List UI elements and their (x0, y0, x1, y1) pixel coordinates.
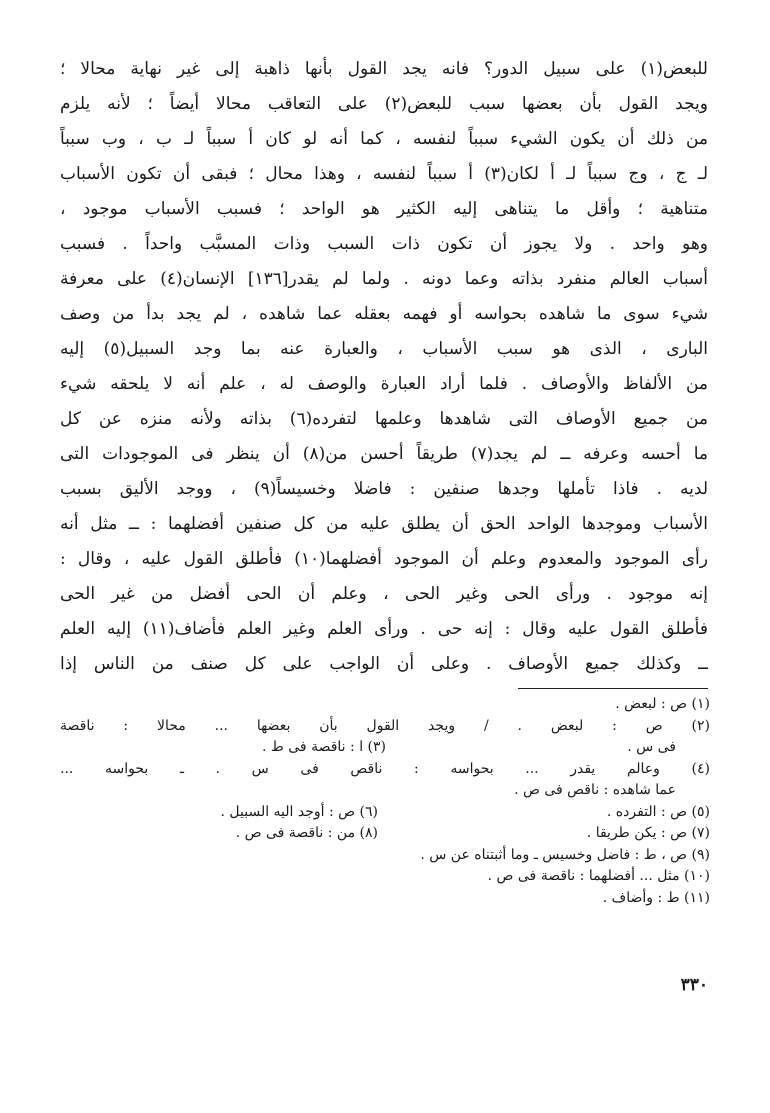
text-line: لـ ج ، وج سبباً لـ أ لكان(٣) أ سبباً لنفسه ، وهذا محال ؛ فبقى أن تكون الأسباب (60, 164, 708, 184)
footnote-row (60, 716, 710, 738)
text-line: لديه . فاذا تأملها وجدها صنفين : فاضلا وخسيساً(٩) ، ووجد الأليق بسبب (60, 479, 708, 499)
text-line: فأطلق القول عليه وقال : إنه حى . ورأى العلم وغير العلم فأضاف(١١) إليه العلم (60, 619, 708, 639)
footnote-row (60, 845, 710, 867)
text-line: ما أحسه وعرفه ــ لم يجد(٧) طريقاً أحسن من(٨) أن ينظر فى الموجودات التى (60, 444, 708, 464)
footnote-1: (١) ص : لبعض . (615, 696, 710, 712)
footnote-6: (٦) ص : أوجد اليه السبيل . (220, 803, 378, 820)
text-line: الأسباب وموجدها الواحد الحق أن يطلق عليه من كل صنفين أفضلهما : ــ مثل أنه (60, 514, 708, 534)
footnotes (60, 694, 710, 909)
footnote-divider (518, 688, 708, 689)
text-line: رأى الموجود والمعدوم وعلم أن الموجود أفضلهما(١٠) فأطلق القول عليه ، وقال : (60, 549, 708, 569)
text-line: من ذلك أن يكون الشيء سبباً لنفسه ، كما أنه لو كان أ سبباً لـ ب ، وب سبباً (60, 129, 708, 149)
footnote-row (60, 888, 710, 910)
text-line: البارى ، الذى هو سبب الأسباب ، والعبارة عنه بما وجد السبيل(٥) إليه (60, 339, 708, 359)
text-line: ويجد القول بأن بعضها سبب للبعض(٢) على التعاقب محالا أيضاً ؛ لأنه يلزم (60, 94, 708, 114)
body-text (60, 52, 708, 682)
footnote-11: (١١) ط : وأضاف . (602, 889, 710, 906)
footnote-7: (٧) ص : يكن طريقا . (586, 825, 710, 841)
text-line: للبعض(١) على سبيل الدور؟ فانه يجد القول بأنها ذاهبة إلى غير نهاية محالا ؛ (60, 59, 708, 79)
footnote-2-continued: فى س . (627, 739, 676, 755)
text-line: متناهية ؛ وأقل ما يتناهى إليه الكثير هو الواحد ؛ فسبب الأسباب موجود ، (60, 199, 708, 219)
footnote-row (60, 737, 710, 759)
footnote-2: (٢) ص : لبعض . / ويجد القول بأن بعضها ... محالا : ناقصة (60, 717, 710, 734)
footnote-8: (٨) من : ناقصة فى ص . (235, 825, 378, 841)
footnote-3: (٣) ا : ناقصة فى ط . (261, 739, 386, 755)
text-line: من الألفاظ والأوصاف . فلما أراد العبارة والوصف له ، علم أنه لا يلحقه شيء (60, 374, 708, 394)
footnote-row (60, 866, 710, 888)
text-line: ــ وكذلك جميع الأوصاف . وعلى أن الواجب على كل صنف من الناس إذا (60, 654, 708, 674)
footnote-4-continued: عما شاهده : ناقص فى ص . (514, 782, 676, 798)
footnote-10: (١٠) مثل ... أفضلهما : ناقصة فى ص . (487, 868, 710, 884)
footnote-row (60, 759, 710, 781)
footnote-5: (٥) ص : التفرده . (606, 803, 710, 820)
text-line: من جميع الأوصاف التى شاهدها وعلمها لتفرده(٦) بذاته ولأنه منزه عن كل (60, 409, 708, 429)
footnote-row (60, 823, 710, 845)
text-line: إنه موجود . ورأى الحى وغير الحى ، وعلم أن الحى أفضل من غير الحى (60, 584, 708, 604)
page-number: ٣٣٠ (680, 975, 708, 995)
text-line: وهو واحد . ولا يجوز أن تكون ذات السبب وذات المسبَّب واحداً . فسبب (60, 234, 708, 254)
footnote-9: (٩) ص ، ط : فاضل وخسيس ـ وما أثبتناه عن س . (420, 846, 710, 863)
footnote-row (60, 694, 710, 716)
text-line: أسباب العالم منفرد بذاته وعما دونه . ولما لم يقدر[١٣٦] الإنسان(٤) على معرفة (60, 269, 708, 289)
footnote-row (60, 780, 710, 802)
footnote-row (60, 802, 710, 824)
footnote-4: (٤) وعالم يقدر ... بحواسه : ناقص فى س . ـ بحواسه ... (60, 760, 710, 777)
text-line: شيء سوى ما شاهده بحواسه أو فهمه بعقله عما شاهده ، لم يجد بدأ من وصف (60, 304, 708, 324)
